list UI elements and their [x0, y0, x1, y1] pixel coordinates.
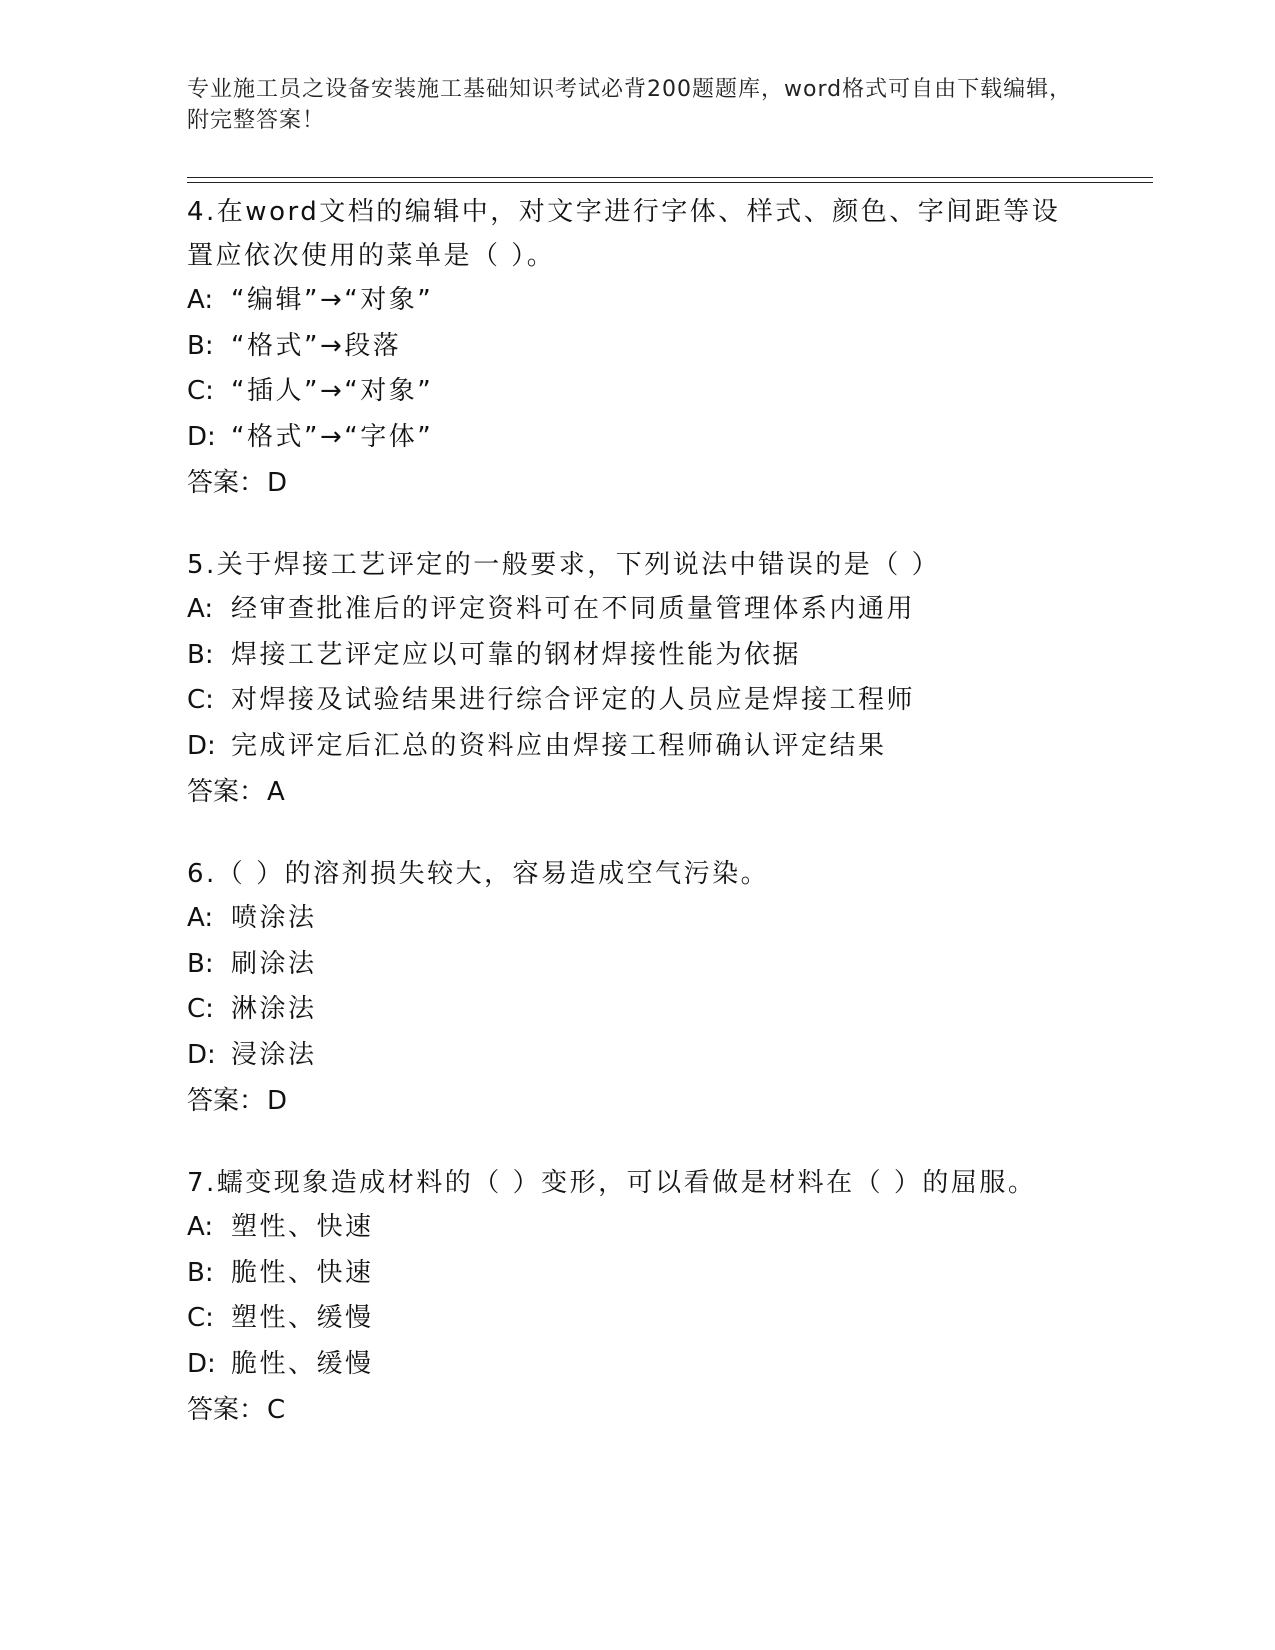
option-text: 对焊接及试验结果进行综合评定的人员应是焊接工程师: [231, 685, 916, 715]
document-header: [187, 74, 1077, 136]
question-stem: 4.在word文档的编辑中，对文字进行字体、样式、颜色、字间距等设置应依次使用的菜单是（ ）。: [187, 197, 1061, 271]
answer-label: 答案：: [187, 468, 266, 498]
option-letter: A:: [187, 903, 214, 933]
option-letter: D:: [187, 1039, 216, 1070]
option-text: 脆性、缓慢: [231, 1348, 374, 1379]
option-d: [187, 1342, 1137, 1388]
option-b: [187, 633, 1137, 679]
option-text: 塑性、缓慢: [231, 1303, 374, 1333]
answer-label: 答案：: [187, 1395, 266, 1425]
answer-line: [187, 460, 1137, 506]
question-7: [187, 1161, 1137, 1433]
option-text: “插人”→“对象”: [231, 376, 434, 406]
option-text: 刷涂法: [231, 948, 317, 979]
question-6: [187, 852, 1137, 1124]
document-title: 专业施工员之设备安装施工基础知识考试必背200题题库，word格式可自由下载编辑，附完整答案！: [187, 77, 1073, 133]
answer-line: [187, 1387, 1137, 1433]
option-b: [187, 1251, 1137, 1297]
option-letter: D:: [187, 1348, 216, 1379]
option-text: 焊接工艺评定应以可靠的钢材焊接性能为依据: [231, 639, 802, 670]
option-letter: B:: [187, 1257, 214, 1288]
option-text: 塑性、快速: [231, 1212, 374, 1242]
option-text: 完成评定后汇总的资料应由焊接工程师确认评定结果: [231, 730, 887, 761]
question-list: [187, 190, 1137, 1470]
option-letter: C:: [187, 994, 214, 1024]
option-c: [187, 987, 1137, 1033]
option-letter: D:: [187, 730, 216, 761]
option-d: [187, 415, 1137, 461]
option-letter: B:: [187, 948, 214, 979]
option-text: “格式”→段落: [231, 330, 402, 361]
option-text: 脆性、快速: [231, 1257, 374, 1288]
option-letter: C:: [187, 1303, 214, 1333]
option-b: [187, 942, 1137, 988]
answer-value: C: [267, 1395, 286, 1425]
option-text: 经审查批准后的评定资料可在不同质量管理体系内通用: [231, 594, 916, 624]
option-d: [187, 724, 1137, 770]
option-d: [187, 1033, 1137, 1079]
header-divider-top: [187, 177, 1153, 178]
option-text: 浸涂法: [231, 1039, 317, 1070]
answer-label: 答案：: [187, 777, 266, 807]
question-5: [187, 543, 1137, 815]
answer-value: D: [267, 468, 288, 498]
answer-value: D: [267, 1086, 288, 1116]
option-letter: A:: [187, 594, 214, 624]
option-letter: C:: [187, 376, 214, 406]
option-letter: C:: [187, 685, 214, 715]
option-letter: B:: [187, 639, 214, 670]
option-c: [187, 1296, 1137, 1342]
header-divider-bottom: [187, 182, 1153, 183]
option-text: “编辑”→“对象”: [231, 285, 434, 315]
question-stem: 6.（ ）的溶剂损失较大，容易造成空气污染。: [187, 859, 770, 889]
option-letter: A:: [187, 1212, 214, 1242]
option-letter: D:: [187, 421, 216, 452]
option-c: [187, 369, 1137, 415]
option-text: 喷涂法: [231, 903, 317, 933]
question-stem: 7.蠕变现象造成材料的（ ）变形，可以看做是材料在（ ）的屈服。: [187, 1168, 1037, 1198]
answer-line: [187, 1078, 1137, 1124]
option-c: [187, 678, 1137, 724]
option-a: [187, 587, 1137, 633]
question-stem: 5.关于焊接工艺评定的一般要求，下列说法中错误的是（ ）: [187, 550, 941, 580]
option-a: [187, 278, 1137, 324]
answer-line: [187, 769, 1137, 815]
option-text: 淋涂法: [231, 994, 317, 1024]
option-letter: A:: [187, 285, 214, 315]
answer-label: 答案：: [187, 1086, 266, 1116]
question-4: [187, 190, 1137, 506]
option-b: [187, 324, 1137, 370]
answer-value: A: [267, 777, 285, 807]
option-text: “格式”→“字体”: [231, 421, 434, 452]
option-letter: B:: [187, 330, 214, 361]
option-a: [187, 896, 1137, 942]
option-a: [187, 1205, 1137, 1251]
